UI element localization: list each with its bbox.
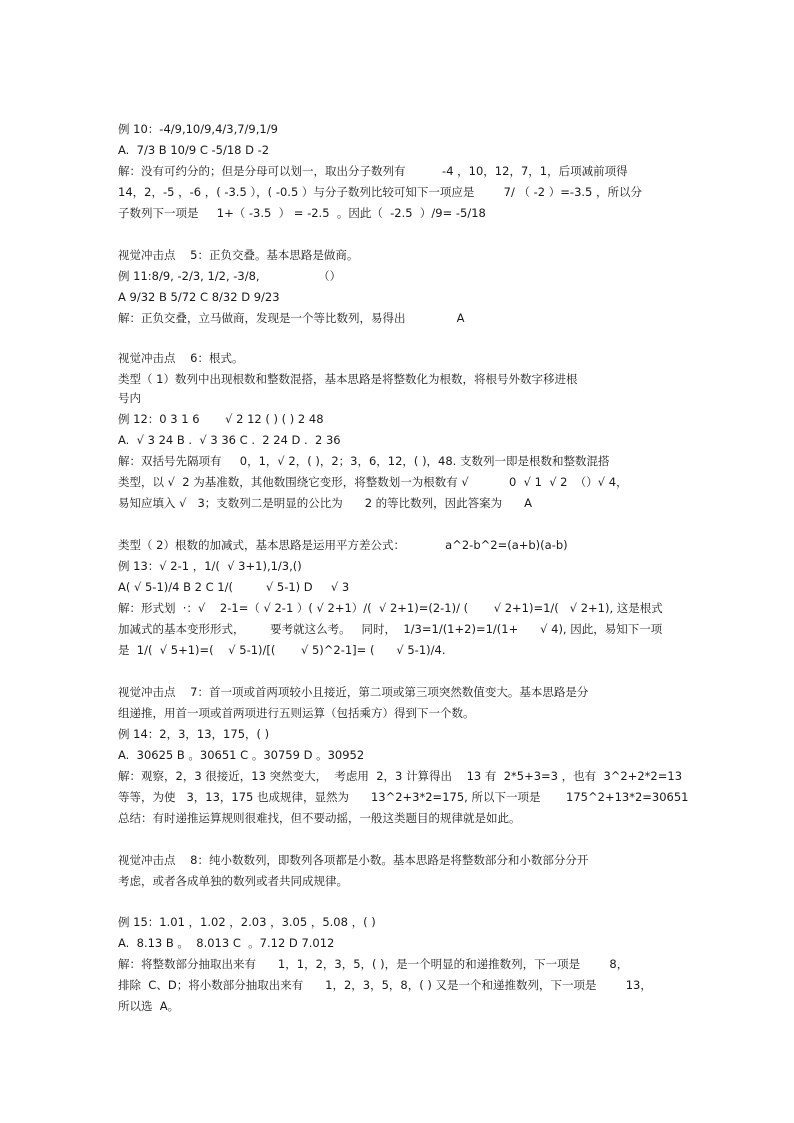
text-line: 类型（ 1）数列中出现根数和整数混搭，基本思路是将整数化为根数，将根号外数字移进根 [118, 372, 578, 386]
text-line: 视觉冲击点 5：正负交叠。基本思路是做商。 [118, 248, 359, 262]
text-line: 排除 C、D；将小数部分抽取出来有 1，2，3，5，8，( ) 又是一个和递推数列，下一项是 13， [118, 978, 652, 992]
text-line: 等等，为使 3，13，175 也成规律，显然为 13^2+3*2=175, 所以下一项是 175^2+13*2=30651 [118, 790, 689, 804]
text-line: 14，2，-5 ，-6 ，( -3.5 ），( -0.5 ）与分子数列比较可知下一项应是 7/ （ -2 ）=-3.5 ，所以分 [118, 185, 643, 199]
text-line: 例 10：-4/9,10/9,4/3,7/9,1/9 [118, 122, 278, 136]
text-line: 例 14：2，3，13，175，( ) [118, 727, 270, 741]
text-line: 解：将整数部分抽取出来有 1，1，2，3，5，( )，是一个明显的和递推数列，下一项是 8， [118, 957, 629, 971]
text-line: 视觉冲击点 7：首一项或首两项较小且接近，第二项或第三项突然数值变大。基本思路是分 [118, 685, 589, 699]
text-line: A( √ 5-1)/4 B 2 C 1/( √ 5-1) D √ 3 [118, 580, 350, 594]
text-line: 例 12：0 3 1 6 √ 2 12 ( ) ( ) 2 48 [118, 412, 324, 426]
text-line: 所以选 A。 [118, 999, 180, 1013]
text-line: 号内 [118, 391, 141, 405]
text-line: 解：没有可约分的；但是分母可以划一，取出分子数列有 -4 ，10，12，7，1，后项减前项得 [118, 164, 628, 178]
text-line: 总结：有时递推运算规则很难找，但不要动摇，一般这类题目的规律就是如此。 [118, 811, 521, 825]
text-line: 解：观察，2，3 很接近，13 突然变大， 考虑用 2，3 计算得出 13 有 2*5+3=3 ，也有 3^2+2*2=13 [118, 769, 683, 783]
text-line: A. 8.13 B 。 8.013 C 。7.12 D 7.012 [118, 936, 335, 950]
text-line: A. 7/3 B 10/9 C -5/18 D -2 [118, 143, 270, 157]
text-line: 例 13：√ 2-1 ，1/( √ 3+1),1/3,() [118, 559, 302, 573]
text-line: 视觉冲击点 8：纯小数数列，即数列各项都是小数。基本思路是将整数部分和小数部分分开 [118, 853, 589, 867]
text-line: 解：正负交叠，立马做商，发现是一个等比数列，易得出 A [118, 311, 465, 325]
text-line: 类型（ 2）根数的加减式，基本思路是运用平方差公式： a^2-b^2=(a+b)(a-b) [118, 538, 568, 552]
text-line: 解：双括号先隔项有 0，1，√ 2，( )，2；3，6，12，( )，48. 支数列一即是根数和整数混搭 [118, 454, 610, 468]
text-line: A. 30625 B 。30651 C 。30759 D 。30952 [118, 748, 365, 762]
text-line: 考虑，或者各成单独的数列或者共同成规律。 [118, 874, 348, 888]
text-line: 例 11:8/9, -2/3, 1/2, -3/8, （） [118, 269, 342, 283]
text-line: 类型，以 √ 2 为基准数，其他数围绕它变形，将整数划一为根数有 √ 0 √ 1 √ 2 （）√ 4， [118, 475, 628, 489]
text-line: A. √ 3 24 B . √ 3 36 C . 2 24 D . 2 36 [118, 433, 341, 447]
text-line: A 9/32 B 5/72 C 8/32 D 9/23 [118, 290, 280, 304]
text-line: 组递推，用首一项或首两项进行五则运算（包括乘方）得到下一个数。 [118, 706, 475, 720]
text-line: 是 1/( √ 5+1)=( √ 5-1)/[( √ 5)^2-1]= ( √ 5-1)/4. [118, 643, 446, 657]
text-line: 子数列下一项是 1+（ -3.5 ） = -2.5 。因此（ -2.5 ）/9= -5/18 [118, 206, 486, 220]
text-line: 例 15：1.01 ，1.02 ，2.03 ，3.05 ，5.08 ，( ) [118, 915, 376, 929]
text-line: 易知应填入 √ 3；支数列二是明显的公比为 2 的等比数列，因此答案为 A [118, 496, 532, 510]
text-line: 视觉冲击点 6：根式。 [118, 351, 244, 365]
text-line: 加减式的基本变形形式， 要考就这么考。 同时， 1/3=1/(1+2)=1/(1+ √ 4), 因此，易知下一项 [118, 622, 663, 636]
text-line: 解：形式划 ·：√ 2-1=（ √ 2-1 ）( √ 2+1）/( √ 2+1)=(2-1)/ ( √ 2+1)=1/( √ 2+1), 这是根式 [118, 601, 663, 615]
